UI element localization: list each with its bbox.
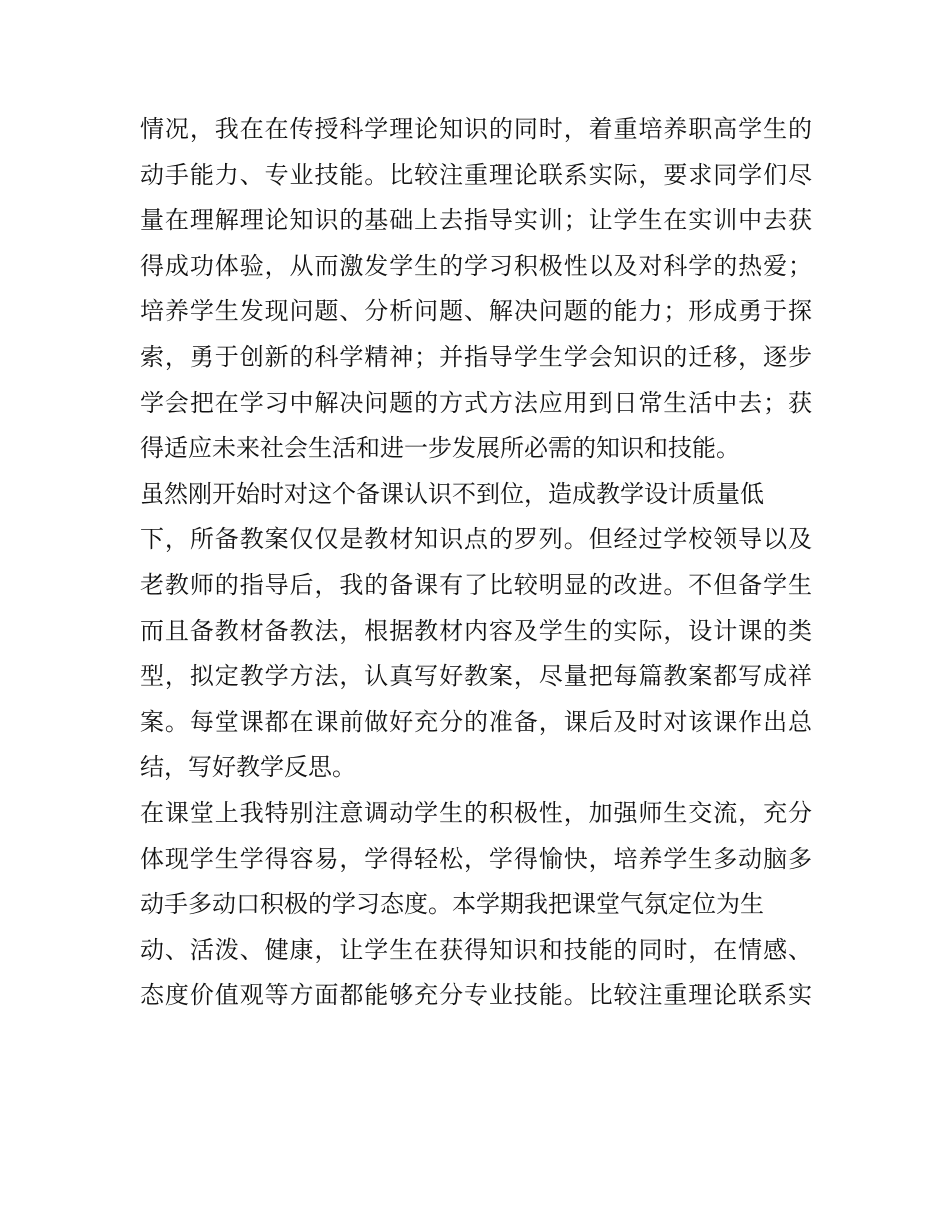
text-line: 动手多动口积极的学习态度。本学期我把课堂气氛定位为生 (140, 890, 764, 919)
text-line: 型，拟定教学方法，认真写好教案，尽量把每篇教案都写成祥 (140, 662, 812, 691)
text-line: 态度价值观等方面都能够充分专业技能。比较注重理论联系实 (140, 981, 812, 1010)
paragraph-3 (140, 791, 812, 1019)
document-body (140, 107, 812, 1019)
text-line: 学会把在学习中解决问题的方式方法应用到日常生活中去；获 (140, 388, 812, 417)
text-line: 培养学生发现问题、分析问题、解决问题的能力；形成勇于探 (140, 297, 812, 326)
text-line: 而且备教材备教法，根据教材内容及学生的实际，设计课的类 (140, 616, 812, 645)
text-line: 结，写好教学反思。 (140, 753, 356, 782)
text-line: 得成功体验，从而激发学生的学习积极性以及对科学的热爱； (140, 251, 812, 280)
paragraph-2 (140, 472, 812, 791)
text-line: 案。每堂课都在课前做好充分的准备，课后及时对该课作出总 (140, 707, 812, 736)
paragraph-1 (140, 107, 812, 472)
text-line: 得适应未来社会生活和进一步发展所必需的知识和技能。 (140, 434, 740, 463)
text-line: 情况，我在在传授科学理论知识的同时，着重培养职高学生的 (140, 115, 812, 143)
text-line: 动、活泼、健康，让学生在获得知识和技能的同时，在情感、 (140, 935, 812, 964)
text-line: 量在理解理论知识的基础上去指导实训；让学生在实训中去获 (140, 206, 812, 235)
text-line: 在课堂上我特别注意调动学生的积极性，加强师生交流，充分 (140, 798, 812, 827)
text-line: 虽然刚开始时对这个备课认识不到位，造成教学设计质量低 (140, 479, 764, 508)
text-line: 老教师的指导后，我的备课有了比较明显的改进。不但备学生 (140, 570, 812, 599)
text-line: 动手能力、专业技能。比较注重理论联系实际，要求同学们尽 (140, 160, 812, 189)
text-line: 索，勇于创新的科学精神；并指导学生学会知识的迁移，逐步 (140, 342, 812, 371)
text-line: 体现学生学得容易，学得轻松，学得愉快，培养学生多动脑多 (140, 844, 812, 873)
text-line: 下，所备教案仅仅是教材知识点的罗列。但经过学校领导以及 (140, 525, 812, 554)
